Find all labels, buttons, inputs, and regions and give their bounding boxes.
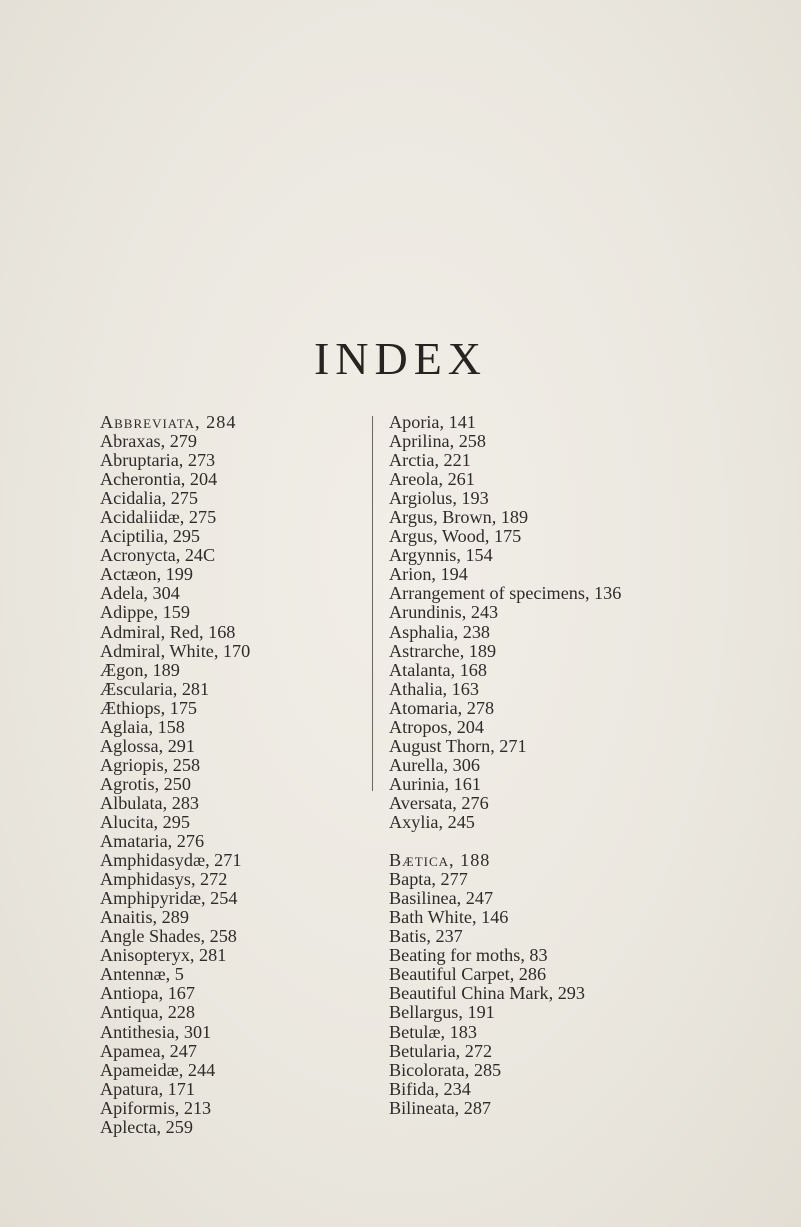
index-entry: Antithesia, 301	[100, 1021, 212, 1042]
index-column-left	[100, 413, 360, 1137]
index-entry: Apatura, 171	[100, 1078, 195, 1099]
index-entry: Antiopa, 167	[100, 983, 195, 1004]
index-entry: Atropos, 204	[389, 716, 484, 737]
index-entry: Bicolorata, 285	[389, 1059, 502, 1080]
index-entry: Acronycta, 24C	[100, 545, 216, 566]
index-entry: Beautiful China Mark, 293	[389, 983, 585, 1004]
index-entry: Arrangement of specimens, 136	[389, 583, 622, 604]
index-entry: Æscularia, 281	[100, 678, 210, 699]
index-entry: Betularia, 272	[389, 1040, 493, 1061]
index-entry: Axylia, 245	[389, 811, 475, 832]
index-entry: Argus, Brown, 189	[389, 507, 529, 528]
index-entry: Admiral, White, 170	[100, 640, 251, 661]
index-entry: Agriopis, 258	[100, 754, 201, 775]
index-entry: Amphidasys, 272	[100, 869, 228, 890]
index-entry: Angle Shades, 258	[100, 926, 237, 947]
index-entry: Aurinia, 161	[389, 773, 481, 794]
index-entry: Aciptilia, 295	[100, 526, 201, 547]
index-entry: Amphipyridæ, 254	[100, 888, 238, 909]
index-entry: Apameidæ, 244	[100, 1059, 216, 1080]
index-entry: Amphidasydæ, 271	[100, 850, 242, 871]
index-entry: Beautiful Carpet, 286	[389, 964, 547, 985]
index-entry: Aglaia, 158	[100, 716, 185, 737]
index-entry: Bellargus, 191	[389, 1002, 495, 1023]
index-entry: Adippe, 159	[100, 602, 190, 623]
section-gap	[389, 832, 749, 851]
index-entry: Acherontia, 204	[100, 469, 218, 490]
index-entry: Aglossa, 291	[100, 735, 195, 756]
index-entry: Betulæ, 183	[389, 1021, 477, 1042]
index-entry: Aporia, 141	[389, 412, 476, 432]
index-entry: Actæon, 199	[100, 564, 193, 585]
index-entry: Aplecta, 259	[100, 1116, 193, 1137]
index-entry: Bath White, 146	[389, 907, 509, 928]
index-entry: Aprilina, 258	[389, 431, 486, 452]
column-divider	[372, 416, 373, 791]
index-entry: Acidaliidæ, 275	[100, 507, 217, 528]
index-entry: Arctia, 221	[389, 450, 471, 471]
index-entry: Athalia, 163	[389, 678, 479, 699]
index-entry: August Thorn, 271	[389, 735, 527, 756]
index-entry: Atalanta, 168	[389, 659, 487, 680]
index-entry: Basilinea, 247	[389, 888, 494, 909]
index-entry: Apiformis, 213	[100, 1097, 212, 1118]
index-entry: Abbreviata, 284	[100, 412, 237, 432]
index-entry: Arion, 194	[389, 564, 468, 585]
index-entry: Agrotis, 250	[100, 773, 191, 794]
index-entry: Areola, 261	[389, 469, 475, 490]
index-entry: Apamea, 247	[100, 1040, 197, 1061]
index-entry: Abraxas, 279	[100, 431, 197, 452]
index-entry: Anaitis, 289	[100, 907, 189, 928]
index-entry: Batis, 237	[389, 926, 463, 947]
index-entry: Atomaria, 278	[389, 697, 495, 718]
index-entry: Alucita, 295	[100, 811, 190, 832]
index-entry: Argus, Wood, 175	[389, 526, 522, 547]
page-title: INDEX	[313, 332, 488, 384]
index-entry: Aurella, 306	[389, 754, 480, 775]
index-entry: Admiral, Red, 168	[100, 621, 236, 642]
index-entry: Albulata, 283	[100, 792, 200, 813]
index-column-right	[389, 413, 749, 1118]
index-entry: Bilineata, 287	[389, 1097, 492, 1118]
index-entry: Antiqua, 228	[100, 1002, 195, 1023]
index-entry: Asphalia, 238	[389, 621, 491, 642]
index-entry: Ægon, 189	[100, 659, 180, 680]
index-entry: Amataria, 276	[100, 831, 205, 852]
index-entry: Acidalia, 275	[100, 488, 198, 509]
index-entry: Adela, 304	[100, 583, 180, 604]
index-entry: Argiolus, 193	[389, 488, 489, 509]
index-entry: Argynnis, 154	[389, 545, 493, 566]
index-entry: Arundinis, 243	[389, 602, 499, 623]
index-entry: Beating for moths, 83	[389, 945, 548, 966]
index-entry: Æthiops, 175	[100, 697, 198, 718]
index-entry: Bifida, 234	[389, 1078, 471, 1099]
index-entry: Abruptaria, 273	[100, 450, 216, 471]
index-entry: Astrarche, 189	[389, 640, 497, 661]
index-entry: Bætica, 188	[389, 850, 491, 871]
index-entry: Bapta, 277	[389, 869, 468, 890]
index-entry: Aversata, 276	[389, 792, 489, 813]
index-entry: Anisopteryx, 281	[100, 945, 227, 966]
index-entry: Antennæ, 5	[100, 964, 184, 985]
